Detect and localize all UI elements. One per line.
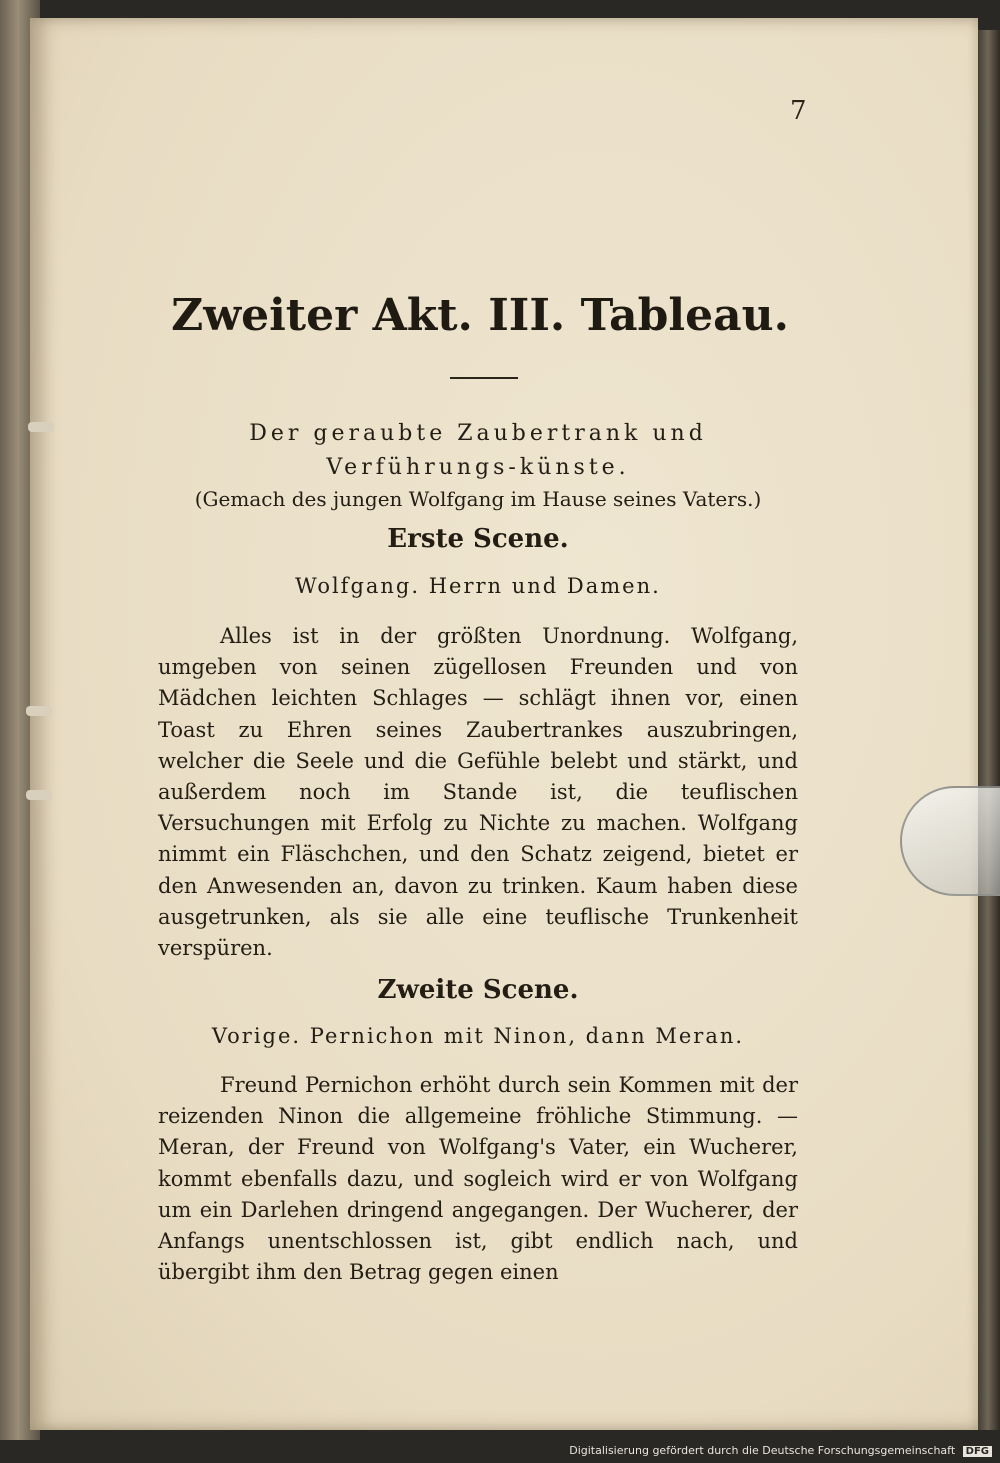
page-number: 7 xyxy=(790,96,807,126)
footer-credit: Digitalisierung gefördert durch die Deutsche Forschungsgemeinschaft xyxy=(569,1444,956,1457)
chapter-subtitle: Der geraubte Zaubertrank und Verführungs-künste. xyxy=(249,421,707,480)
binding-thread xyxy=(26,706,52,716)
scene-title: Erste Scene. xyxy=(387,524,569,554)
binding-thread xyxy=(28,422,54,432)
scene-text: Freund Pernichon erhöht durch sein Kommen mit der reizenden Ninon die allgemeine fröhliche Stimmung. — Meran, der Freund von Wolfgang's Vater, ein Wucherer, kommt ebenfalls dazu, und sogleich wird er von Wolfgang um ein Darlehen dringend angegangen. Der Wucherer, der Anfangs unentschlossen ist, gibt endlich nach, und übergibt ihm den Betrag gegen einen xyxy=(158,1073,798,1285)
scene-text: Alles ist in der größten Unordnung. Wolfgang, umgeben von seinen zügellosen Freunden und von Mädchen leichten Schlages — schlägt ihnen vor, einen Toast zu Ehren seines Zaubertrankes auszubringen, welcher die Seele und die Gefühle belebt und stärkt, und außerdem noch im Stande ist, die teuflischen Versuchungen mit Erfolg zu Nichte zu machen. Wolfgang nimmt ein Fläschchen, und den Schatz zeigend, bietet er den Anwesenden an, davon zu trinken. Kaum haben diese ausgetrunken, als sie alle eine teuflische Trunkenheit verspüren. xyxy=(158,624,798,961)
page-clip xyxy=(900,786,1000,896)
scene-cast: Vorige. Pernichon mit Ninon, dann Meran. xyxy=(211,1024,745,1048)
dfg-logo: DFG xyxy=(963,1446,992,1457)
scene-cast: Wolfgang. Herrn und Damen. xyxy=(295,574,661,598)
scene-title: Zweite Scene. xyxy=(377,975,579,1005)
binding-thread xyxy=(26,790,52,800)
scene-setting: (Gemach des jungen Wolfgang im Hause seines Vaters.) xyxy=(194,487,762,511)
book-edge-right xyxy=(976,30,1000,1430)
chapter-title: Zweiter Akt. III. Tableau. xyxy=(171,290,789,341)
title-rule xyxy=(450,377,518,379)
digitization-footer xyxy=(569,1444,992,1457)
